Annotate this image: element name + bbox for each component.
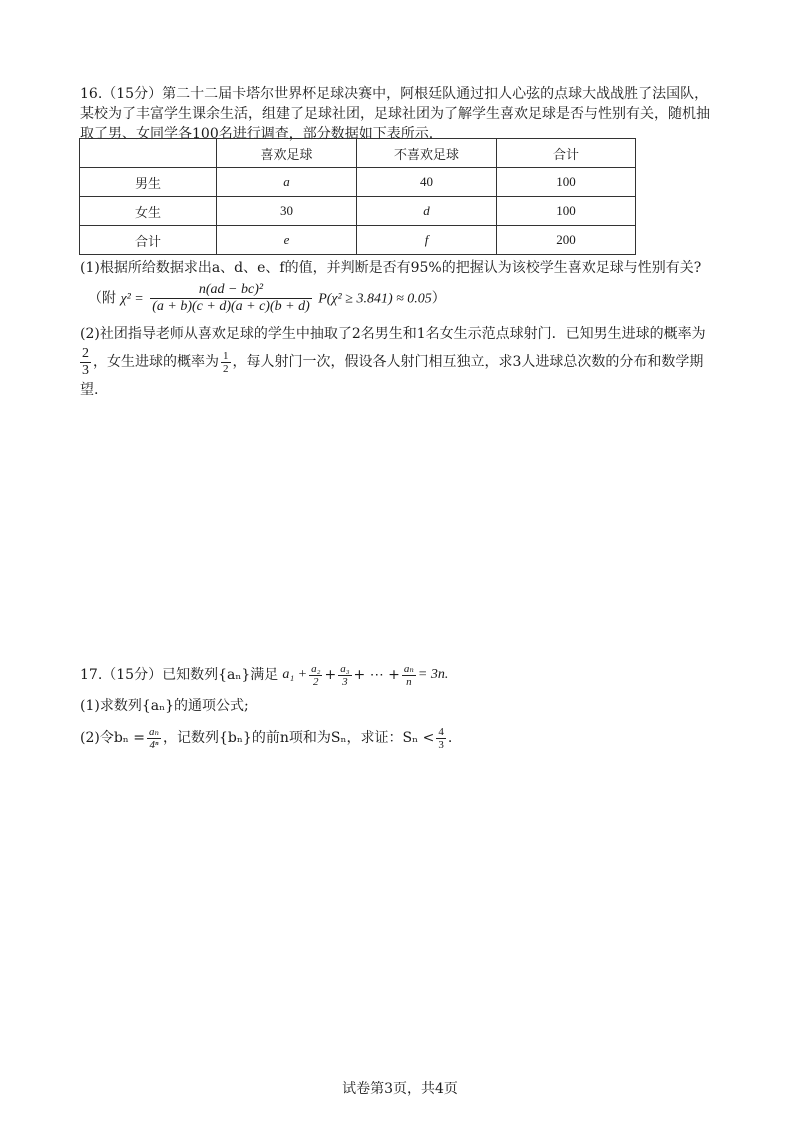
- q16-part2-line3: 望.: [80, 382, 99, 398]
- q17-intro: [80, 658, 726, 692]
- table-cell: 男生: [80, 168, 217, 197]
- fraction-numerator: a₂: [311, 662, 321, 675]
- q16-line2: 某校为了丰富学生课余生活，组建了足球社团，足球社团为了解学生喜欢足球是否与性别有关，随机抽: [80, 106, 710, 122]
- q17-part2-text-a: (2)令bₙ =: [80, 730, 146, 746]
- q17-part2-end: .: [447, 730, 453, 746]
- chi-square-label: χ² =: [120, 291, 144, 307]
- chi-square-fraction: [150, 282, 312, 315]
- table-header-cell: 不喜欢足球: [357, 139, 497, 168]
- fraction-denominator: 3: [438, 738, 444, 751]
- table-cell: 200: [497, 226, 636, 255]
- fraction-numerator: 4: [438, 725, 444, 738]
- fraction-numerator: aₙ: [403, 662, 414, 675]
- q16-line3: 取了男、女同学各100名进行调查，部分数据如下表所示.: [80, 126, 434, 142]
- q16-line1: [80, 84, 726, 104]
- q16-part2-text-a: ，女生进球的概率为: [93, 354, 219, 370]
- q17-part1: (1)求数列{aₙ}的通项公式;: [80, 698, 249, 714]
- q17-fraction-a2: [309, 663, 322, 688]
- q16-part2-text-b: ，每人射门一次，假设各人射门相互独立，求3人进球总次数的分布和数学期: [232, 354, 704, 370]
- probability-note: P(χ² ≥ 3.841) ≈ 0.05: [318, 291, 432, 307]
- table-cell: d: [357, 197, 497, 226]
- q16-number: 16.（15分）: [80, 86, 163, 102]
- table-row: [80, 168, 636, 197]
- q16-intro: [80, 84, 726, 144]
- chi-square-numerator: n(ad − bc)²: [150, 282, 312, 299]
- formula-suffix: ）: [431, 290, 446, 307]
- q16-data-table: [79, 138, 636, 255]
- q17-part2: [80, 718, 726, 758]
- table-cell: 100: [497, 168, 636, 197]
- q17-part2-text-b: ，记数列{bₙ}的前n项和为Sₙ，求证：Sₙ <: [163, 730, 435, 746]
- chi-square-denominator: (a + b)(c + d)(a + c)(b + d): [152, 299, 310, 314]
- page-footer: 试卷第3页，共4页: [342, 1081, 458, 1097]
- fraction-denominator: 3: [82, 362, 89, 378]
- q17-fraction-bn: [147, 726, 161, 751]
- table-header-row: [80, 139, 636, 168]
- table-cell: e: [217, 226, 357, 255]
- fraction-numerator: aₙ: [149, 725, 159, 738]
- q17-intro-text: 已知数列{aₙ}满足: [162, 667, 279, 683]
- formula-prefix: （附: [88, 290, 116, 307]
- q17-number: 17.（15分）: [80, 667, 163, 683]
- fraction-numerator: 1: [223, 349, 229, 362]
- table-cell: a: [217, 168, 357, 197]
- boy-probability-fraction: [80, 346, 91, 379]
- table-cell: f: [357, 226, 497, 255]
- fraction-denominator: 2: [223, 362, 229, 375]
- q16-part1: (1)根据所给数据求出a、d、e、f的值，并判断是否有95%的把握认为该校学生喜欢足球与性别有关?: [80, 260, 702, 276]
- table-cell: 100: [497, 197, 636, 226]
- table-cell: 女生: [80, 197, 217, 226]
- table-header-cell: [80, 139, 217, 168]
- fraction-numerator: a₃: [340, 662, 350, 675]
- fraction-denominator: 3: [342, 675, 348, 688]
- q16-part2: [80, 324, 726, 400]
- q17-fraction-an: [402, 663, 416, 688]
- fraction-numerator: 2: [82, 345, 89, 361]
- q16-part2-line2: [78, 344, 726, 380]
- table-row: [80, 197, 636, 226]
- plus-sign: +: [324, 667, 337, 683]
- fraction-denominator: 4ⁿ: [149, 738, 159, 751]
- table-header-cell: 合计: [497, 139, 636, 168]
- fraction-denominator: n: [406, 675, 412, 688]
- q16-part2-line1: (2)社团指导老师从喜欢足球的学生中抽取了2名男生和1名女生示范点球射门．已知男生进球的概率为: [80, 326, 706, 342]
- girl-probability-fraction: [221, 350, 231, 375]
- q16-intro-text1: 第二十二届卡塔尔世界杯足球决赛中，阿根廷队通过扣人心弦的点球大战战胜了法国队，: [162, 86, 709, 102]
- table-cell: 合计: [80, 226, 217, 255]
- ellipsis-terms: + ⋯ +: [353, 667, 400, 683]
- fraction-denominator: 2: [313, 675, 319, 688]
- table-header-cell: 喜欢足球: [217, 139, 357, 168]
- table-cell: 30: [217, 197, 357, 226]
- q17-rhs: = 3n.: [417, 667, 449, 682]
- q16-formula: [88, 282, 734, 322]
- table-row: [80, 226, 636, 255]
- table-cell: 40: [357, 168, 497, 197]
- q17-fraction-bound: [436, 726, 446, 751]
- q17-fraction-a3: [338, 663, 351, 688]
- q17-term-a1: a₁ +: [282, 667, 308, 682]
